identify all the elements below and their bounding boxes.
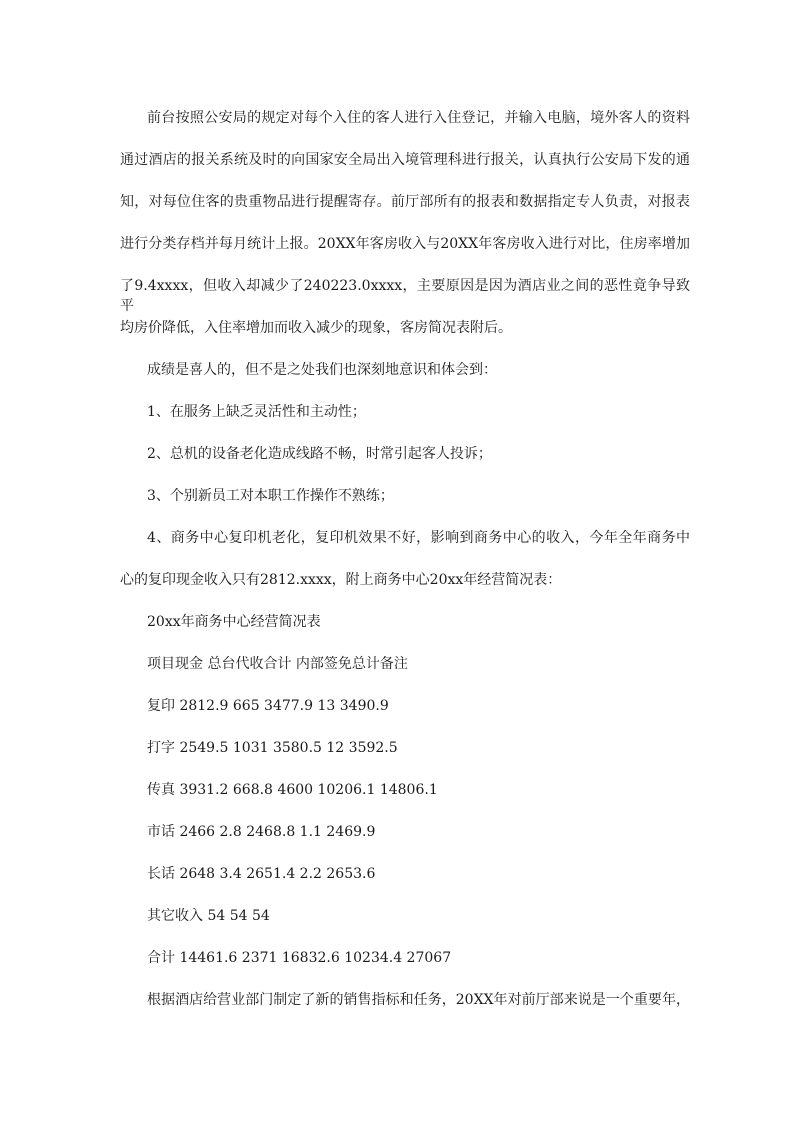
table-row: 打字 2549.5 1031 3580.5 12 3592.5 (147, 740, 398, 756)
table-row: 长话 2648 3.4 2651.4 2.2 2653.6 (147, 866, 376, 882)
table-header: 项目现金 总台代收合计 内部签免总计备注 (147, 656, 408, 672)
table-row: 市话 2466 2.8 2468.8 1.1 2469.9 (147, 824, 376, 840)
list-item: 4、商务中心复印机老化，复印机效果不好，影响到商务中心的收入，今年全年商务中 (147, 530, 690, 546)
list-item: 1、在服务上缺乏灵活性和主动性； (147, 404, 366, 420)
paragraph-line: 前台按照公安局的规定对每个入住的客人进行入住登记，并输入电脑，境外客人的资料 (147, 110, 690, 126)
table-title: 20xx年商务中心经营简况表 (147, 614, 321, 630)
paragraph-line: 均房价降低，入住率增加而收入减少的现象，客房简况表附后。 (120, 320, 512, 336)
table-row: 传真 3931.2 668.8 4600 10206.1 14806.1 (147, 782, 438, 798)
intro-text: 成绩是喜人的，但不是之处我们也深刻地意识和体会到： (147, 362, 497, 378)
paragraph-line: 通过酒店的报关系统及时的向国家安全局出入境管理科进行报关，认真执行公安局下发的通 (120, 152, 690, 168)
list-item: 3、个别新员工对本职工作操作不熟练； (147, 488, 394, 504)
table-row: 合计 14461.6 2371 16832.6 10234.4 27067 (147, 950, 452, 966)
paragraph-line: 进行分类存档并每月统计上报。20XX年客房收入与20XX年客房收入进行对比，住房率增加 (120, 236, 690, 252)
paragraph-line: 知，对每位住客的贵重物品进行提醒寄存。前厅部所有的报表和数据指定专人负责，对报表 (120, 194, 690, 210)
list-item: 2、总机的设备老化造成线路不畅，时常引起客人投诉； (147, 446, 492, 462)
table-row: 复印 2812.9 665 3477.9 13 3490.9 (147, 698, 389, 714)
paragraph-line: 了9.4xxxx，但收入却减少了240223.0xxxx，主要原因是因为酒店业之间的恶性竟争导致平 (120, 278, 690, 314)
table-row: 其它收入 54 54 54 (147, 908, 270, 924)
list-item-continued: 心的复印现金收入只有2812.xxxx，附上商务中心20xx年经营简况表： (120, 572, 562, 588)
closing-line: 根据酒店给营业部门制定了新的销售指标和任务，20XX年对前厅部来说是一个重要年， (147, 992, 690, 1008)
